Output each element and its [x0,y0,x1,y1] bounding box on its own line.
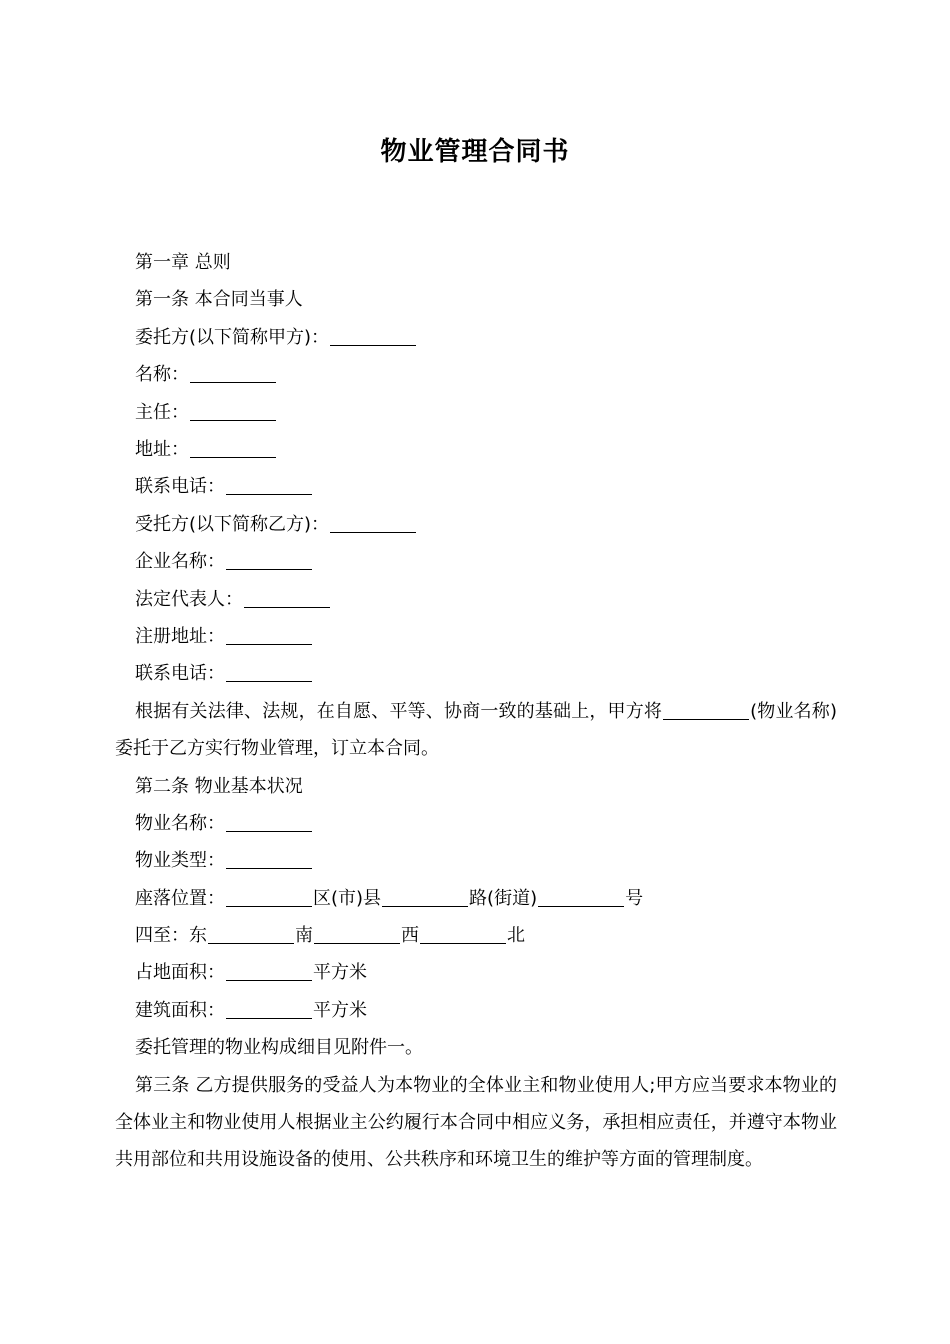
document-line [115,768,837,805]
fill-in-blank [330,531,416,533]
text-segment: 座落位置： [135,887,225,909]
text-segment: 委托方(以下简称甲方)： [135,326,330,348]
fill-in-blank [226,979,312,981]
text-segment: 企业名称： [135,551,225,573]
text-segment: 联系电话： [135,476,225,498]
document-line [115,805,837,842]
text-segment: 平方米 [313,962,367,984]
text-segment: 第二条 物业基本状况 [135,775,303,797]
text-segment: 地址： [135,438,189,460]
text-segment: (物业名称)委托于乙方实行物业管理，订立本合同。 [115,700,837,760]
fill-in-blank [226,643,312,645]
text-segment: 联系电话： [135,663,225,685]
fill-in-blank [190,456,276,458]
text-segment: 名称： [135,364,189,386]
document-line [115,1029,837,1066]
document-line [115,319,837,356]
document-line [115,244,837,281]
fill-in-blank [382,905,468,907]
fill-in-blank [226,905,312,907]
fill-in-blank [538,905,624,907]
document-line [115,992,837,1029]
fill-in-blank [208,942,294,944]
document-line [115,655,837,692]
document-line [115,618,837,655]
property-section [115,768,837,1067]
text-segment: 委托管理的物业构成细目见附件一。 [135,1037,423,1059]
document-line [115,506,837,543]
text-segment: 第三条 乙方提供服务的受益人为本物业的全体业主和物业使用人;甲方应当要求本物业的全体业主和物业使用人根据业主公约履行本合同中相应义务，承担相应责任，并遵守本物业共用部位和共用设施设备的使用、公共秩序和环境卫生的维护等方面的管理制度。 [115,1074,837,1171]
document-line [115,917,837,954]
text-segment: 占地面积： [135,962,225,984]
text-segment: 北 [507,925,525,947]
text-segment: 南 [295,925,313,947]
text-segment: 区(市)县 [313,887,382,909]
document-line [115,954,837,991]
document-line [115,431,837,468]
fill-in-blank [190,381,276,383]
document-line [115,543,837,580]
text-segment: 路(街道) [469,887,538,909]
party-section [115,244,837,693]
fill-in-blank [663,718,749,720]
document-line [115,581,837,618]
text-segment: 第一条 本合同当事人 [135,289,303,311]
document-line [115,356,837,393]
document-line [115,842,837,879]
text-segment: 主任： [135,401,189,423]
fill-in-blank [226,680,312,682]
text-segment: 根据有关法律、法规，在自愿、平等、协商一致的基础上，甲方将 [135,700,663,722]
fill-in-blank [226,830,312,832]
text-segment: 第一章 总则 [135,252,231,273]
text-segment: 注册地址： [135,625,225,647]
text-segment: 法定代表人： [135,588,243,610]
fill-in-blank [244,606,330,608]
document-title: 物业管理合同书 [380,137,570,167]
text-segment: 物业类型： [135,850,225,872]
fill-in-blank [226,867,312,869]
document-line [115,394,837,431]
contract-purpose-paragraph [115,693,837,768]
text-segment: 四至：东 [135,925,207,947]
fill-in-blank [314,942,400,944]
fill-in-blank [330,344,416,346]
text-segment: 平方米 [313,999,367,1021]
text-segment: 建筑面积： [135,999,225,1021]
text-segment: 号 [625,887,644,909]
document-line [115,880,837,917]
document-line [115,281,837,318]
fill-in-blank [420,942,506,944]
document-line [115,468,837,505]
text-segment: 西 [401,925,419,947]
fill-in-blank [226,1017,312,1019]
article-three-paragraph [115,1067,837,1179]
text-segment: 受托方(以下简称乙方)： [135,513,330,535]
fill-in-blank [226,568,312,570]
text-segment: 物业名称： [135,812,225,834]
document-body [115,244,837,1179]
fill-in-blank [190,419,276,421]
fill-in-blank [226,493,312,495]
